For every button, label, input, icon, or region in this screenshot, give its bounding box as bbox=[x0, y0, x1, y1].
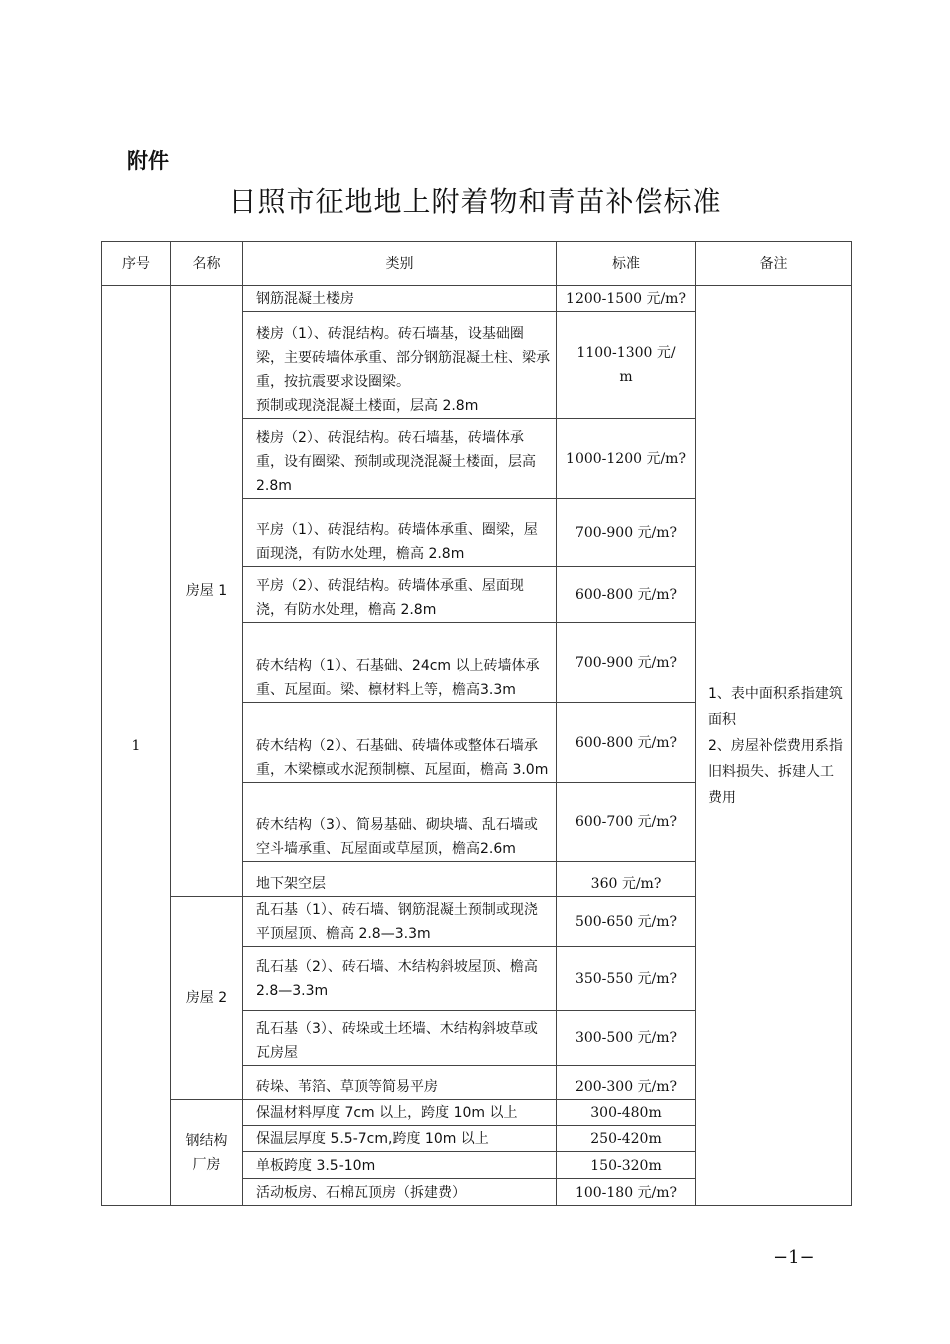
table-row bbox=[102, 286, 852, 312]
group-name-cell: 房屋 1 bbox=[171, 286, 243, 897]
category-cell: 砖垛、苇箔、草顶等简易平房 bbox=[243, 1066, 557, 1100]
compensation-table bbox=[101, 241, 852, 1206]
category-cell: 砖木结构（1）、石基础、24cm 以上砖墙体承重、瓦屋面。梁、檩材料上等，檐高3.3m bbox=[243, 623, 557, 703]
note-line: 2、房屋补偿费用系指旧料损失、拆建人工费用 bbox=[708, 737, 843, 806]
header-name: 名称 bbox=[171, 242, 243, 286]
standard-cell: 150-320m bbox=[557, 1152, 696, 1179]
header-seq: 序号 bbox=[102, 242, 171, 286]
category-cell: 楼房（2）、砖混结构。砖石墙基，砖墙体承重，设有圈梁、预制或现浇混凝土楼面，层高 2.8m bbox=[243, 419, 557, 499]
header-note: 备注 bbox=[696, 242, 852, 286]
standard-cell: 700-900 元/m? bbox=[557, 623, 696, 703]
category-cell: 乱石基（3）、砖垛或土坯墙、木结构斜坡草或瓦房屋 bbox=[243, 1011, 557, 1066]
standard-cell: 350-550 元/m? bbox=[557, 947, 696, 1011]
page-number: −1− bbox=[773, 1247, 815, 1268]
category-cell: 乱石基（2）、砖石墙、木结构斜坡屋顶、檐高 2.8—3.3m bbox=[243, 947, 557, 1011]
attachment-label: 附件 bbox=[127, 149, 169, 173]
table-header-row bbox=[102, 242, 852, 286]
category-cell: 乱石基（1）、砖石墙、钢筋混凝土预制或现浇平顶屋顶、檐高 2.8—3.3m bbox=[243, 897, 557, 947]
standard-cell: 500-650 元/m? bbox=[557, 897, 696, 947]
category-cell: 地下架空层 bbox=[243, 862, 557, 897]
standard-cell: 300-480m bbox=[557, 1100, 696, 1126]
standard-cell: 600-700 元/m? bbox=[557, 783, 696, 862]
standard-cell: 700-900 元/m? bbox=[557, 499, 696, 567]
standard-cell: 250-420m bbox=[557, 1126, 696, 1152]
category-cell: 平房（2）、砖混结构。砖墙体承重、屋面现浇，有防水处理，檐高 2.8m bbox=[243, 567, 557, 623]
category-cell: 保温材料厚度 7cm 以上，跨度 10m 以上 bbox=[243, 1100, 557, 1126]
standard-cell: 1200-1500 元/m? bbox=[557, 286, 696, 312]
category-cell: 砖木结构（2）、石基础、砖墙体或整体石墙承重，木梁檩或水泥预制檩、瓦屋面，檐高 3.0m bbox=[243, 703, 557, 783]
category-cell: 单板跨度 3.5-10m bbox=[243, 1152, 557, 1179]
category-cell: 砖木结构（3）、简易基础、砌块墙、乱石墙或空斗墙承重、瓦屋面或草屋顶，檐高2.6m bbox=[243, 783, 557, 862]
standard-cell: 200-300 元/m? bbox=[557, 1066, 696, 1100]
page-title: 日照市征地地上附着物和青苗补偿标准 bbox=[228, 185, 722, 218]
note-cell bbox=[696, 286, 852, 1206]
standard-cell: 300-500 元/m? bbox=[557, 1011, 696, 1066]
header-standard: 标准 bbox=[557, 242, 696, 286]
seq-cell: 1 bbox=[102, 286, 171, 1206]
group-name-cell: 钢结构 厂房 bbox=[171, 1100, 243, 1206]
category-cell: 活动板房、石棉瓦顶房（拆建费） bbox=[243, 1179, 557, 1206]
standard-cell: 600-800 元/m? bbox=[557, 567, 696, 623]
category-cell: 保温层厚度 5.5-7cm,跨度 10m 以上 bbox=[243, 1126, 557, 1152]
category-cell: 钢筋混凝土楼房 bbox=[243, 286, 557, 312]
standard-cell: 1000-1200 元/m? bbox=[557, 419, 696, 499]
standard-cell: 100-180 元/m? bbox=[557, 1179, 696, 1206]
header-category: 类别 bbox=[243, 242, 557, 286]
note-line: 1、表中面积系指建筑面积 bbox=[708, 685, 843, 728]
group-name-cell: 房屋 2 bbox=[171, 897, 243, 1100]
standard-cell: 1100-1300 元/ m bbox=[557, 312, 696, 419]
category-cell: 平房（1）、砖混结构。砖墙体承重、圈梁，屋面现浇，有防水处理，檐高 2.8m bbox=[243, 499, 557, 567]
standard-cell: 600-800 元/m? bbox=[557, 703, 696, 783]
category-cell: 楼房（1）、砖混结构。砖石墙基，设基础圈梁，主要砖墙体承重、部分钢筋混凝土柱、梁承重，按抗震要求设圈梁。 预制或现浇混凝土楼面，层高 2.8m bbox=[243, 312, 557, 419]
standard-cell: 360 元/m? bbox=[557, 862, 696, 897]
